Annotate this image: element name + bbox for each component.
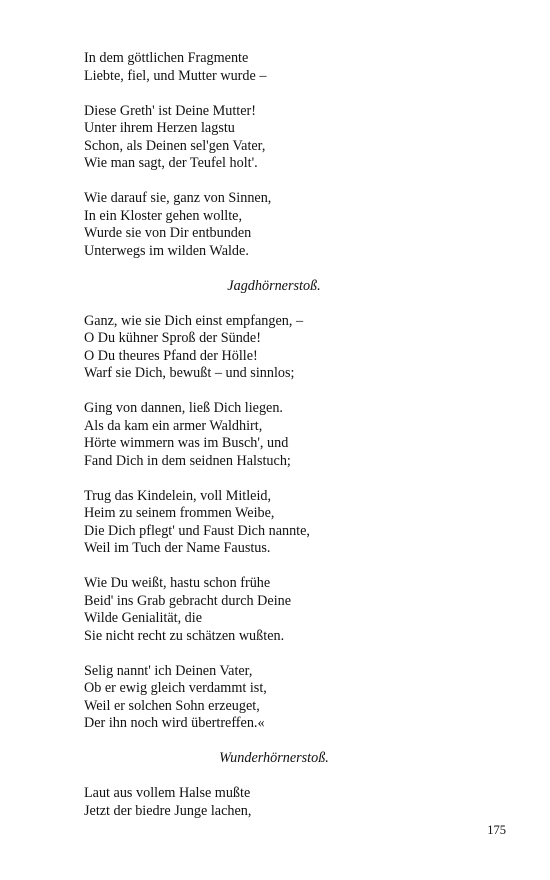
verse-line: Ging von dannen, ließ Dich liegen. (84, 400, 283, 416)
verse-line: Warf sie Dich, bewußt – und sinnlos; (84, 365, 295, 381)
verse-line: Weil er solchen Sohn erzeuget, (84, 697, 260, 714)
verse-line: Beid' ins Grab gebracht durch Deine (84, 592, 292, 609)
verse-line: Weil im Tuch der Name Faustus. (84, 540, 271, 556)
verse-line: Diese Greth' ist Deine Mutter! (84, 102, 256, 119)
verse-line: Unterwegs im wilden Walde. (84, 242, 249, 259)
page-number: 175 (487, 823, 506, 837)
verse-line: In ein Kloster gehen wollte, (84, 207, 242, 224)
verse-line: Jetzt der biedre Junge lachen, (84, 802, 252, 819)
stanza (84, 313, 484, 383)
verse-line: Als da kam ein armer Waldhirt, (84, 417, 263, 434)
verse-line: Die Dich pflegt' und Faust Dich nannte, (84, 522, 310, 539)
poem-text (84, 50, 484, 838)
verse-line: Wilde Genialität, die (84, 610, 203, 626)
verse-line: Schon, als Deinen sel'gen Vater, (84, 137, 266, 154)
section-heading: Jagdhörnerstoß. (227, 277, 321, 294)
verse-line: Ganz, wie sie Dich einst empfangen, – (84, 312, 304, 329)
section-heading: Wunderhörnerstoß. (219, 750, 329, 766)
verse-line: Hörte wimmern was im Busch', und (84, 435, 289, 451)
stanza (84, 488, 484, 558)
verse-line: Wurde sie von Dir entbunden (84, 225, 252, 241)
verse-line: Laut aus vollem Halse mußte (84, 785, 251, 801)
verse-line: Heim zu seinem frommen Weibe, (84, 505, 275, 521)
verse-line: Trug das Kindelein, voll Mitleid, (84, 487, 272, 504)
verse-line: Unter ihrem Herzen lagstu (84, 120, 235, 136)
stanza (84, 575, 484, 645)
stanza (84, 663, 484, 733)
stanza (84, 190, 484, 260)
verse-line: Wie man sagt, der Teufel holt'. (84, 155, 258, 171)
verse-line: O Du theures Pfand der Hölle! (84, 347, 258, 364)
verse-line: Fand Dich in dem seidnen Halstuch; (84, 452, 291, 469)
stanza (84, 785, 484, 820)
verse-line: In dem göttlichen Fragmente (84, 50, 249, 66)
verse-line: Der ihn noch wird übertreffen.« (84, 715, 265, 731)
stanza (84, 50, 484, 85)
verse-line: Selig nannt' ich Deinen Vater, (84, 662, 253, 679)
verse-line: Sie nicht recht zu schätzen wußten. (84, 627, 285, 644)
verse-line: Wie darauf sie, ganz von Sinnen, (84, 190, 272, 206)
stanza (84, 400, 484, 470)
verse-line: Liebte, fiel, und Mutter wurde – (84, 67, 267, 84)
stanza (84, 103, 484, 173)
verse-line: Ob er ewig gleich verdammt ist, (84, 680, 267, 696)
verse-line: Wie Du weißt, hastu schon frühe (84, 575, 271, 591)
verse-line: O Du kühner Sproß der Sünde! (84, 330, 261, 346)
